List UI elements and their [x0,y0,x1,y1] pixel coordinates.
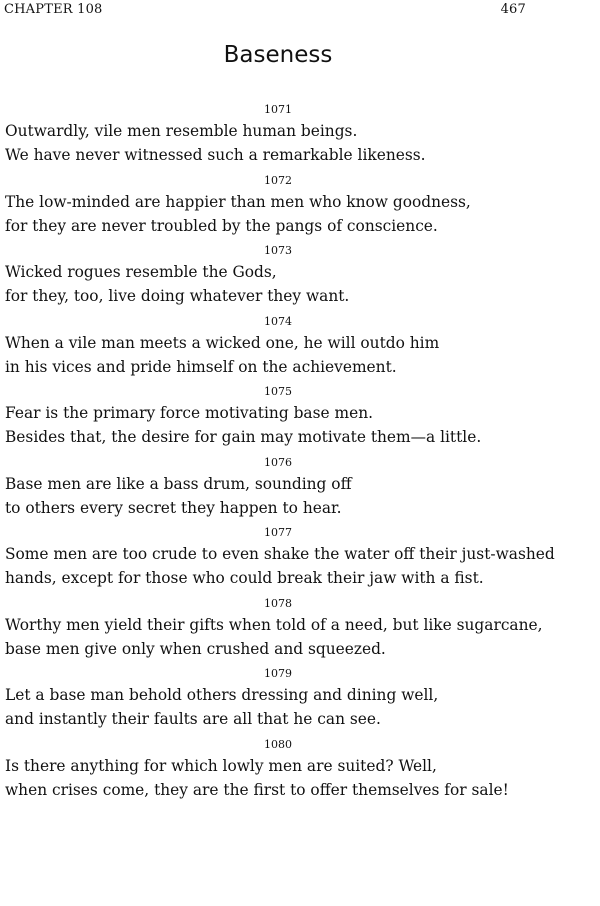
verse-1080 [5,738,599,802]
page-number: 467 [500,2,526,17]
verse-1075 [5,385,599,449]
verse-line: Let a base man behold others dressing and dining well, [5,686,439,704]
verse-line: hands, except for those who could break their jaw with a fist. [5,569,484,587]
verse-line: to others every secret they happen to hear. [5,498,342,517]
verse-line: and instantly their faults are all that he can see. [5,710,381,728]
verse-number: 1079 [264,667,292,680]
verse-line: Base men are like a bass drum, sounding off [5,474,352,493]
verse-line: when crises come, they are the first to offer themselves for sale! [5,780,509,799]
verse-line: Some men are too crude to even shake the water off their just-washed [5,545,555,563]
running-header [4,2,526,20]
verse-1074 [5,315,599,379]
verse-number: 1072 [264,173,292,187]
verse-1079 [5,667,599,731]
verse-number: 1074 [264,314,292,328]
verse-1077 [5,526,599,590]
chapter-label: CHAPTER 108 [4,2,103,17]
chapter-title: Baseness [223,42,333,68]
verse-line: Outwardly, vile men resemble human beings. [5,122,358,140]
verse-number: 1071 [264,103,292,116]
verse-number: 1073 [264,244,292,257]
verse-number: 1076 [264,455,292,469]
verse-1076 [5,456,599,520]
verse-number: 1080 [264,737,292,751]
verse-line: for they are never troubled by the pangs of conscience. [5,216,438,235]
verse-1078 [5,597,599,661]
verse-1071 [5,103,599,167]
verse-line: in his vices and pride himself on the achievement. [5,357,397,376]
verse-line: Is there anything for which lowly men are suited? Well, [5,756,437,775]
verse-1073 [5,244,599,308]
verse-line: Wicked rogues resemble the Gods, [5,263,277,281]
verse-line: base men give only when crushed and squeezed. [5,639,386,658]
verse-line: Besides that, the desire for gain may motivate them—a little. [5,428,482,446]
verse-line: When a vile man meets a wicked one, he will outdo him [5,333,440,352]
verse-number: 1078 [264,596,292,610]
verse-line: for they, too, live doing whatever they want. [5,287,350,305]
verse-line: Fear is the primary force motivating base men. [5,404,373,422]
verse-line: We have never witnessed such a remarkable likeness. [5,146,426,164]
verse-line: The low-minded are happier than men who know goodness, [5,192,471,211]
verse-line: Worthy men yield their gifts when told of a need, but like sugarcane, [5,615,543,634]
verse-1072 [5,174,599,238]
verse-list [5,103,599,808]
verse-number: 1077 [264,526,292,539]
verse-number: 1075 [264,385,292,398]
